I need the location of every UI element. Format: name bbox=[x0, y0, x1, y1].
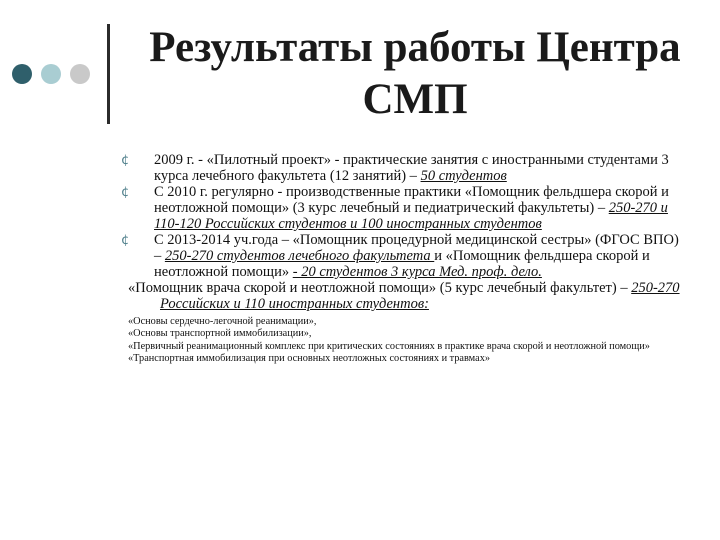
bullet-item-3 bbox=[122, 232, 682, 280]
course-item-4: «Транспортная иммобилизация при основных неотложных состояниях и травмах» bbox=[128, 353, 490, 365]
title-line-1: Результаты работы Центра bbox=[149, 24, 681, 71]
dot-dark-icon bbox=[12, 64, 32, 84]
circle-bullet-icon: ¢ bbox=[121, 233, 130, 248]
decorative-dots bbox=[12, 64, 96, 84]
bullet-item-2 bbox=[122, 184, 682, 232]
bullet-highlight: 250-270 студентов лечебного факультета bbox=[164, 248, 435, 264]
content-body bbox=[122, 152, 682, 366]
bullet-text-cont: и «Помощник фельдшера скорой и неотложной помощи» bbox=[154, 248, 650, 280]
dot-gray-icon bbox=[70, 64, 90, 84]
title-line-2: СМП bbox=[362, 76, 468, 123]
bullet-text: 2009 г. - «Пилотный проект» - практические занятия с иностранными студентами 3 курса лечебного факультета (12 занятий) – bbox=[154, 152, 669, 184]
bullet-text: С 2013-2014 уч.года – «Помощник процедурной медицинской сестры» (ФГОС ВПО) – bbox=[154, 232, 679, 264]
extra-text: «Помощник врача скорой и неотложной помощи» (5 курс лечебный факультет) – bbox=[128, 280, 632, 296]
bullet-highlight: 250-270 и 110-120 Российских студентов и 100 иностранных студентов bbox=[154, 200, 668, 232]
page-title bbox=[120, 22, 710, 126]
course-item-1: «Основы сердечно-легочной реанимации», bbox=[128, 316, 317, 327]
bullet-highlight-2: - 20 студентов 3 курса Мед. проф. дело. bbox=[292, 264, 542, 280]
extra-paragraph bbox=[128, 280, 682, 312]
title-divider bbox=[107, 24, 110, 124]
circle-bullet-icon: ¢ bbox=[121, 153, 130, 168]
course-item-3: «Первичный реанимационный комплекс при критических состояниях в практике врача скорой и неотложной помощи» bbox=[128, 340, 650, 352]
dot-light-icon bbox=[41, 64, 61, 84]
circle-bullet-icon: ¢ bbox=[121, 185, 130, 200]
course-item-2: «Основы транспортной иммобилизации», bbox=[128, 328, 312, 340]
bullet-item-1 bbox=[122, 152, 682, 184]
bullet-highlight: 50 студентов bbox=[420, 168, 507, 184]
extra-highlight: 250-270 Российских и 110 иностранных студентов: bbox=[160, 280, 680, 312]
bullet-text: С 2010 г. регулярно - производственные практики «Помощник фельдшера скорой и неотложной помощи» (3 курс лечебный и педиатрический факультеты) – bbox=[154, 184, 669, 216]
